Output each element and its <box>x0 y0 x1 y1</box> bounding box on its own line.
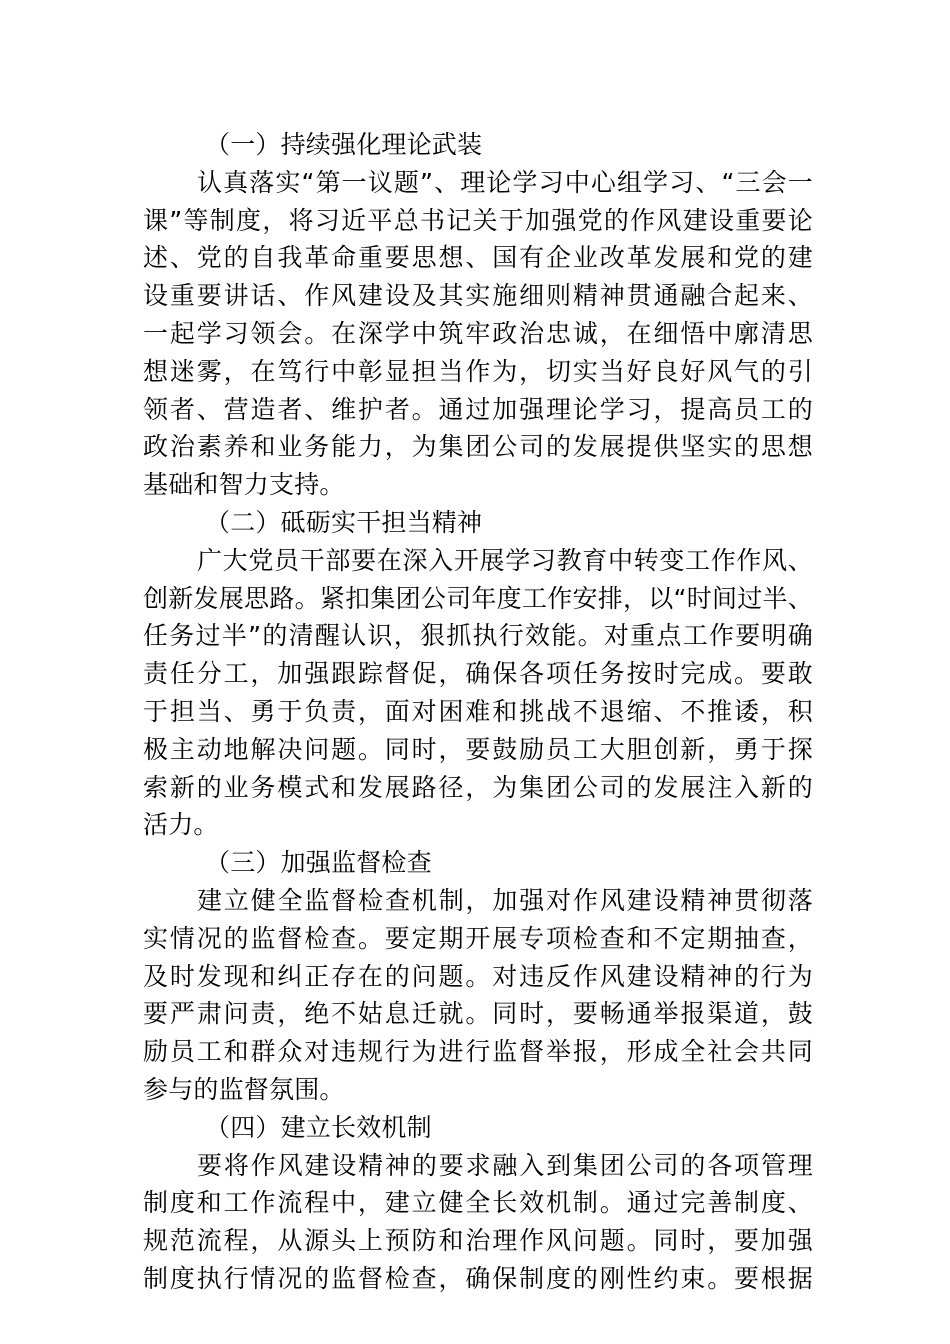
paragraph-line: 制度和工作流程中，建立健全长效机制。通过完善制度、 <box>143 1188 813 1218</box>
section-heading: （一）持续强化理论武装 <box>205 130 483 159</box>
paragraph-line: 极主动地解决问题。同时，要鼓励员工大胆创新，勇于探 <box>143 734 813 764</box>
paragraph-line: 想迷雾，在笃行中彰显担当作为，切实当好良好风气的引 <box>143 356 813 386</box>
paragraph-line: 基础和智力支持。 <box>143 470 345 500</box>
document-body <box>143 126 813 1298</box>
paragraph-line: 要严肃问责，绝不姑息迁就。同时，要畅通举报渠道，鼓 <box>143 999 813 1029</box>
paragraph-line: 课”等制度，将习近平总书记关于加强党的作风建设重要论 <box>143 205 813 235</box>
section-heading: （三）加强监督检查 <box>205 848 432 878</box>
paragraph-line: 创新发展思路。紧扣集团公司年度工作安排，以“时间过半、 <box>143 583 813 613</box>
paragraph-line: 政治素养和业务能力，为集团公司的发展提供坚实的思想 <box>143 432 813 462</box>
paragraph-line: 一起学习领会。在深学中筑牢政治忠诚，在细悟中廓清思 <box>143 318 813 348</box>
paragraph-line: 要将作风建设精神的要求融入到集团公司的各项管理 <box>197 1150 813 1180</box>
paragraph-line: 责任分工，加强跟踪督促，确保各项任务按时完成。要敢 <box>143 659 813 689</box>
paragraph-line: 设重要讲话、作风建设及其实施细则精神贯通融合起来、 <box>143 281 813 311</box>
paragraph-line: 领者、营造者、维护者。通过加强理论学习，提高员工的 <box>143 394 813 424</box>
paragraph-line: 于担当、勇于负责，面对困难和挑战不退缩、不推诿，积 <box>143 696 813 726</box>
paragraph-line: 活力。 <box>143 810 219 840</box>
paragraph-line: 认真落实“第一议题”、理论学习中心组学习、“三会一 <box>197 167 813 197</box>
paragraph-line: 述、党的自我革命重要思想、国有企业改革发展和党的建 <box>143 243 813 273</box>
section-heading: （四）建立长效机制 <box>205 1112 432 1142</box>
paragraph-line: 制度执行情况的监督检查，确保制度的刚性约束。要根据 <box>143 1263 813 1293</box>
paragraph-line: 励员工和群众对违规行为进行监督举报，形成全社会共同 <box>143 1037 813 1067</box>
paragraph-line: 规范流程，从源头上预防和治理作风问题。同时，要加强 <box>143 1226 813 1256</box>
paragraph-line: 及时发现和纠正存在的问题。对违反作风建设精神的行为 <box>143 961 813 991</box>
paragraph-line: 广大党员干部要在深入开展学习教育中转变工作作风、 <box>197 545 813 575</box>
paragraph-line: 实情况的监督检查。要定期开展专项检查和不定期抽查， <box>143 923 813 953</box>
paragraph-line: 索新的业务模式和发展路径，为集团公司的发展注入新的 <box>143 772 813 802</box>
section-heading: （二）砥砺实干担当精神 <box>205 507 483 537</box>
paragraph-line: 参与的监督氛围。 <box>143 1074 345 1104</box>
paragraph-line: 任务过半”的清醒认识，狠抓执行效能。对重点工作要明确 <box>143 621 813 651</box>
paragraph-line: 建立健全监督检查机制，加强对作风建设精神贯彻落 <box>197 885 813 915</box>
